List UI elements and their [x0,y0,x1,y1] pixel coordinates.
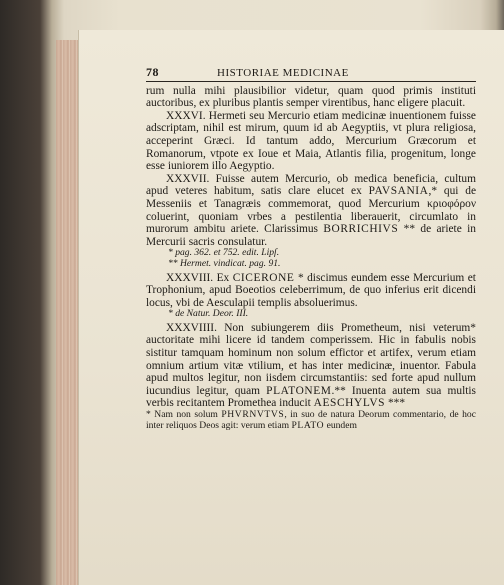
paragraph-xxxvii [146,173,476,249]
author-name: PHVRNVTVS [221,409,285,421]
footnote: ** Hermet. vindicat. pag. 91. [168,257,281,269]
author-name: AESCHYLVS [313,397,386,410]
author-name: CICERONE [232,271,295,284]
page-number: 78 [146,65,159,79]
paragraph-text: ,* qui de Messeniis et Tanagræis commemorat, quod Mercurium κριοφόρον coluerint, quoniam vrbes a pestilentia liberauerit, circumlato in murorum ambitu ariete. Clarissimus [146,185,476,236]
author-name: BORRICHIVS [323,223,399,236]
paragraph-text: XXXVIII. Ex [166,271,230,284]
page-content [146,66,476,432]
footnote-text: , in suo de natura Deorum commentario, de hoc inter reliquos Deos agit: verum etiam [146,409,476,431]
footnote-text: * Nam non solum [146,409,218,421]
author-name: PLATONEM [266,384,332,397]
footnote-text: eundem [326,419,357,431]
author-name: PLATO [291,419,325,431]
author-name: PAVSANIA [368,185,429,198]
paragraph-xxxviii [146,272,476,310]
running-title: HISTORIAE MEDICINAE [217,67,349,79]
paragraph-xxxviiii [146,322,476,410]
paragraph-text: XXXVIIII. Non subiungerem diis Prometheum, nisi veterum* auctoritate mihi licere id tandem comperissem. Hic in fabulis nobis sistitur tamquam hominum non solum effictor et artifex, verum etiam omnium artium vitæ vtilium, et has inter medicinæ, inuentor. Fabula apud multos legitur, non iisdem circumstantiis: sed forte apud nullum iucundius legitur, quam [146,321,476,397]
paragraph-text: ** de ariete in Mercurii sacris consulatur. [146,223,476,248]
paragraph-text: XXXVI. Hermeti seu Mercurio etiam medicinæ inuentionem fuisse adscriptam, nihil est mirum, quum id ab Aegyptiis, vt plura religiosa, acceperint Græci. Id tantum addo, Mercurium Græcorum et Romanorum, vtpote ex Ioue et Maia, Atlantis filia, progenitum, longe esse iuniorem illo Aegyptio. [146,109,476,173]
paragraph-text: .** Inuenta autem sua multis verbis recitantem Promethea inducit [146,384,476,410]
book-spine-edge [56,40,78,585]
running-header [146,66,476,82]
paragraph-text: *** [387,397,406,410]
paragraph-continuation [146,85,476,110]
footnote: * de Natur. Deor. III. [168,308,249,320]
paragraph-text: XXXVII. Fuisse autem Mercurio, ob medica beneficia, cultum apud veteres habitum, satis clare elucet ex [146,172,476,198]
footnote: * pag. 362. et 752. edit. Lipſ. [168,247,280,259]
paragraph-xxxvi [146,110,476,173]
paragraph-text: rum nulla mihi plausibilior videtur, quam quod primis instituti auctoribus, ex pluribus plantis semper virentibus, hanc eligere placuit. [146,84,476,110]
paragraph-text: * discimus eundem esse Mercurium et Trophonium, apud Boeotios celeberrimum, de quo inferius erit dicendi locus, vbi de Aesculapii templis absoluerimus. [146,271,476,309]
footnote [146,410,476,432]
